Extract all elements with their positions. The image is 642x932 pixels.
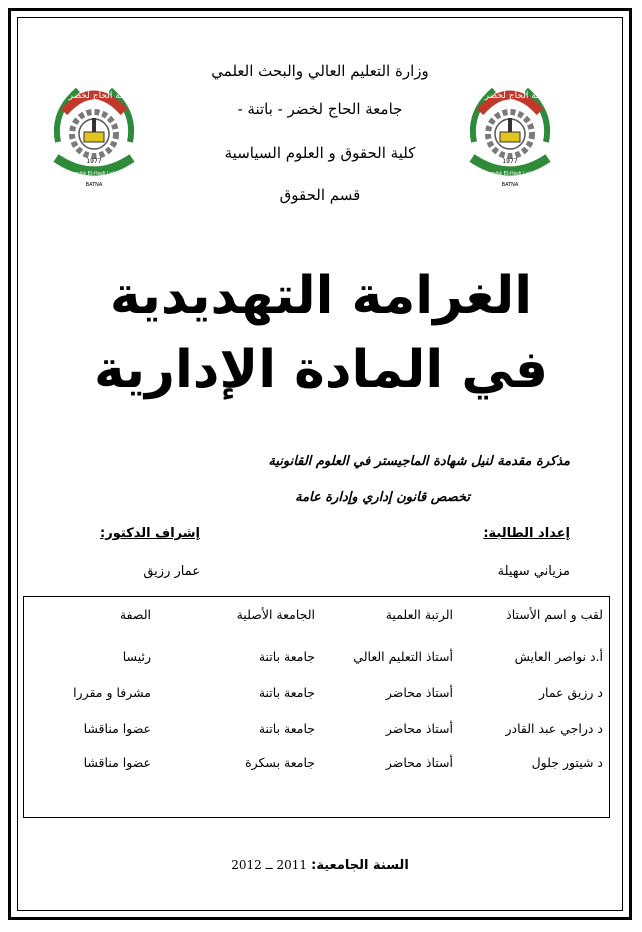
student-label: إعداد الطالبة:	[483, 526, 570, 541]
logo-arabic-text: جامعة الحاج لخضر باتنة	[50, 91, 138, 101]
university-name: جامعة الحاج لخضر - باتنة -	[237, 100, 403, 118]
jury-header-row	[24, 607, 609, 627]
jury-member-role: مشرفا و مقررا	[73, 685, 151, 700]
specialization: تخصص قانون إداري وإدارة عامة	[295, 490, 470, 505]
jury-member-rank: أستاذ محاضر	[385, 721, 453, 736]
supervisor-name: عمار رزيق	[143, 564, 200, 579]
jury-member-role: عضوا مناقشا	[83, 721, 151, 736]
jury-member-role: رئيسا	[122, 649, 151, 664]
logo-latin-text: Université El-Hadj Lakhdar	[476, 171, 544, 177]
academic-year-value: 2011 ــ 2012	[231, 858, 307, 872]
jury-member-university: جامعة باتنة	[258, 721, 315, 736]
ministry-name: وزارة التعليم العالي والبحث العلمي	[211, 62, 429, 80]
table-row	[24, 721, 609, 741]
jury-header-rank: الرتبة العلمية	[385, 607, 453, 622]
thesis-title-line1: الغرامة التهديدية	[109, 266, 533, 326]
jury-header-name: لقب و اسم الأستاذ	[506, 607, 603, 622]
table-row	[24, 755, 609, 775]
faculty-name: كلية الحقوق و العلوم السياسية	[224, 144, 416, 162]
jury-member-role: عضوا مناقشا	[83, 755, 151, 770]
academic-year-label: السنة الجامعية:	[311, 858, 409, 873]
jury-member-name: د رزيق عمار	[538, 685, 603, 700]
table-row	[24, 685, 609, 705]
student-name: مزياني سهيلة	[497, 564, 570, 579]
jury-member-rank: أستاذ محاضر	[385, 755, 453, 770]
logo-arabic-text: جامعة الحاج لخضر باتنة	[466, 91, 554, 101]
jury-member-university: جامعة بسكرة	[245, 755, 315, 770]
jury-member-name: أ.د نواصر العايش	[514, 649, 603, 664]
jury-member-university: جامعة باتنة	[258, 685, 315, 700]
table-row	[24, 649, 609, 669]
logo-year: 1977	[502, 158, 518, 165]
jury-table	[23, 596, 610, 818]
logo-latin-text: Université El-Hadj Lakhdar	[60, 171, 128, 177]
university-logo-right	[464, 72, 556, 190]
jury-member-name: د شيتور جلول	[531, 755, 603, 770]
jury-member-name: د دراجي عبد القادر	[505, 721, 603, 736]
jury-header-university: الجامعة الأصلية	[236, 607, 315, 622]
university-logo-left	[48, 72, 140, 190]
jury-member-university: جامعة باتنة	[258, 649, 315, 664]
logo-city: BATNA	[501, 182, 519, 188]
academic-year	[170, 858, 470, 873]
supervisor-label: إشراف الدكتور:	[100, 526, 200, 541]
jury-header-role: الصفة	[119, 607, 151, 622]
department-name: قسم الحقوق	[279, 186, 361, 204]
thesis-title-line2: في المادة الإدارية	[93, 340, 549, 400]
degree-statement: مذكرة مقدمة لنيل شهادة الماجيستر في العلوم القانونية	[268, 454, 570, 469]
jury-member-rank: أستاذ محاضر	[385, 685, 453, 700]
logo-city: BATNA	[85, 182, 103, 188]
jury-member-rank: أستاذ التعليم العالي	[353, 649, 453, 664]
logo-year: 1977	[86, 158, 102, 165]
